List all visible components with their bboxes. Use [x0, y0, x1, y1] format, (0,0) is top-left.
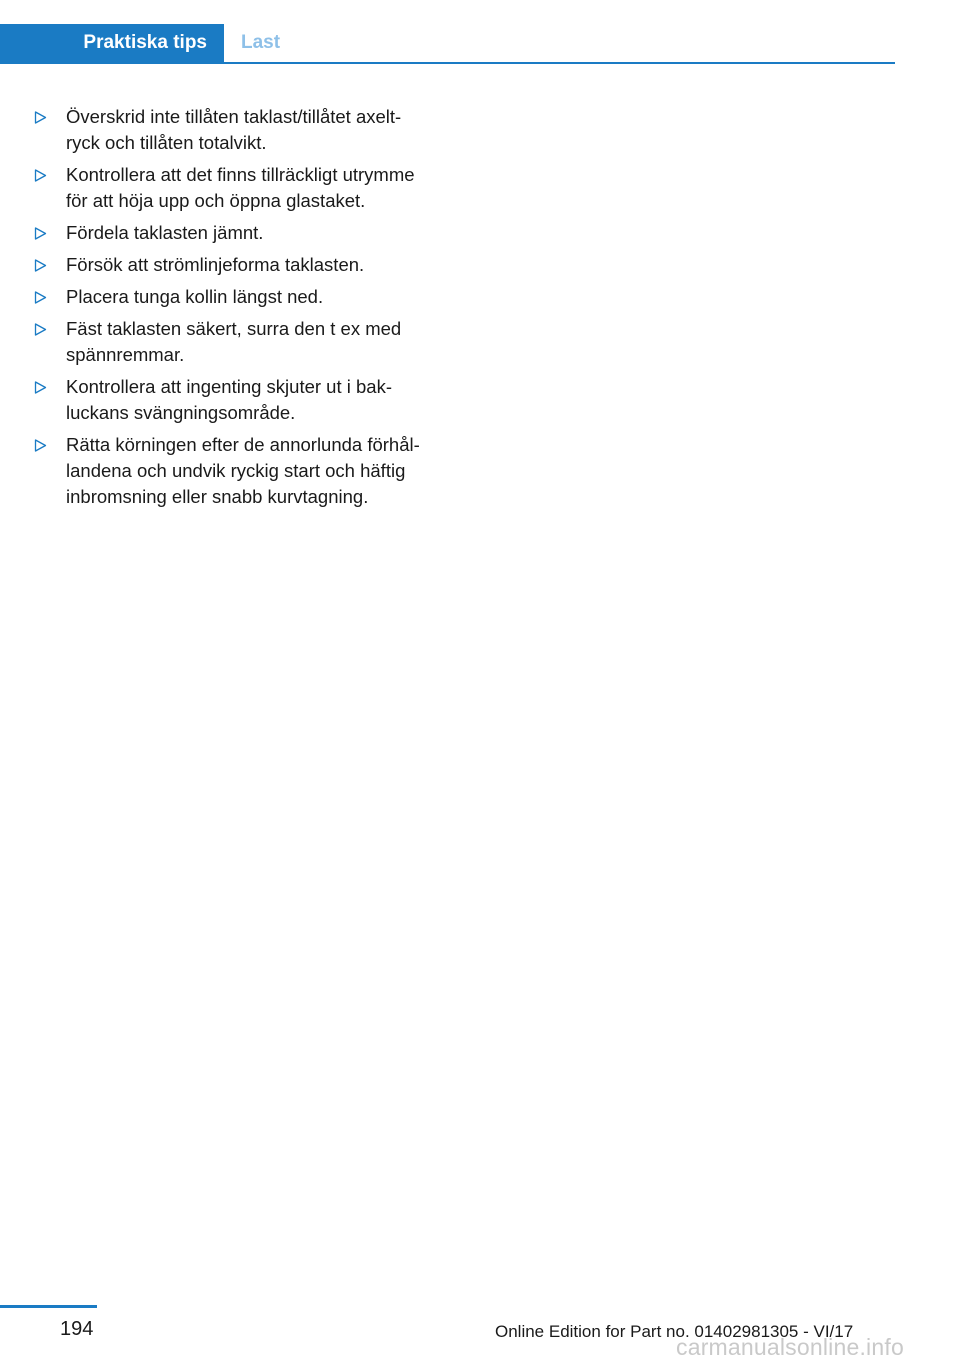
triangle-right-icon [34, 220, 48, 246]
triangle-right-icon [34, 374, 48, 400]
list-item [34, 284, 454, 310]
list-item [34, 252, 454, 278]
bullet-list [34, 104, 454, 510]
page-header [0, 24, 895, 64]
triangle-right-icon [34, 284, 48, 310]
list-item-line: Kontrollera att ingenting skjuter ut i bak‐ [66, 376, 392, 397]
list-item [34, 316, 454, 368]
triangle-right-icon [34, 104, 48, 130]
list-item [34, 220, 454, 246]
list-item-line: ryck och tillåten totalvikt. [66, 132, 267, 153]
list-item-line: för att höja upp och öppna glastaket. [66, 190, 366, 211]
list-item-line: Fäst taklasten säkert, surra den t ex med [66, 318, 402, 339]
list-item-text [66, 252, 454, 278]
list-item-text [66, 432, 454, 510]
list-item [34, 432, 454, 510]
list-item-line: Försök att strömlinjeforma taklasten. [66, 254, 365, 275]
list-item-text [66, 316, 454, 368]
list-item-text [66, 374, 454, 426]
section-tab: Praktiska tips [0, 24, 224, 62]
list-item-text [66, 104, 454, 156]
main-content [34, 104, 454, 516]
list-item-line: Överskrid inte tillåten taklast/tillåtet axelt‐ [66, 106, 402, 127]
list-item-line: inbromsning eller snabb kurvtagning. [66, 486, 369, 507]
list-item [34, 162, 454, 214]
list-item-line: luckans svängningsområde. [66, 402, 296, 423]
list-item [34, 104, 454, 156]
watermark: carmanualsonline.info [676, 1334, 904, 1360]
list-item-line: Rätta körningen efter de annorlunda förhål‐ [66, 434, 420, 455]
edition-note: Online Edition for Part no. 01402981305 - VI/17 [495, 1322, 854, 1341]
page-number: 194 [60, 1318, 94, 1340]
chapter-tab: Last [241, 32, 281, 53]
list-item [34, 374, 454, 426]
triangle-right-icon [34, 316, 48, 342]
triangle-right-icon [34, 252, 48, 278]
list-item-line: landena och undvik ryckig start och häftig [66, 460, 406, 481]
list-item-text [66, 162, 454, 214]
list-item-text [66, 284, 454, 310]
list-item-line: Placera tunga kollin längst ned. [66, 286, 324, 307]
triangle-right-icon [34, 162, 48, 188]
list-item-line: Fördela taklasten jämnt. [66, 222, 264, 243]
list-item-line: spännremmar. [66, 344, 185, 365]
list-item-line: Kontrollera att det finns tillräckligt utrymme [66, 164, 415, 185]
triangle-right-icon [34, 432, 48, 458]
list-item-text [66, 220, 454, 246]
footer-rule [0, 1305, 97, 1308]
